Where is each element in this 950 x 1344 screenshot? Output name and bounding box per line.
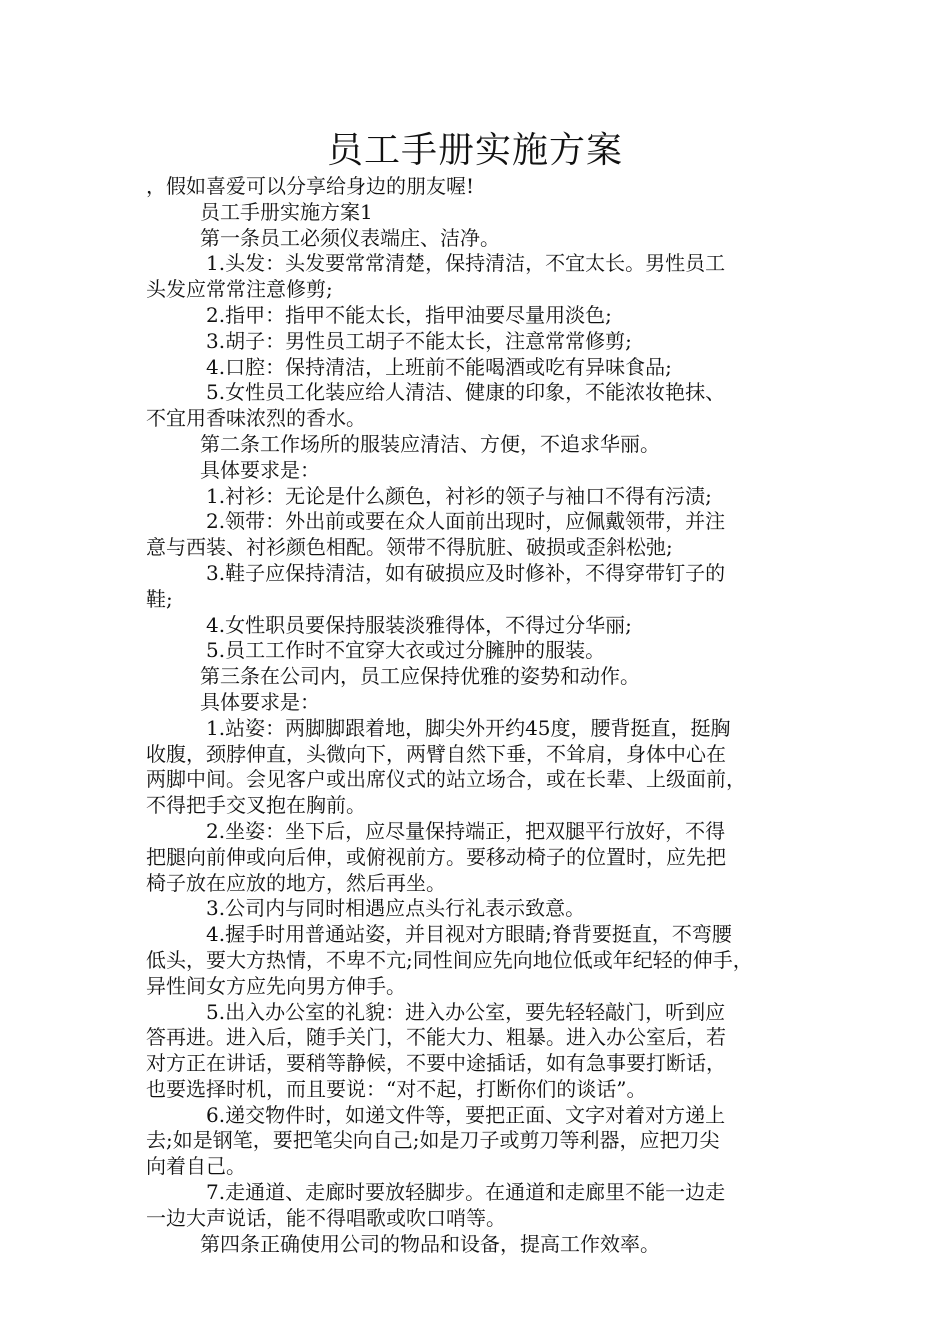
body-line: 去;如是钢笔，要把笔尖向自己;如是刀子或剪刀等利器，应把刀尖 [146, 1128, 720, 1153]
body-line: 两脚中间。会见客户或出席仪式的站立场合，或在长辈、上级面前， [146, 767, 746, 792]
body-line: 不得把手交叉抱在胸前。 [146, 793, 366, 818]
body-line: 2.坐姿：坐下后，应尽量保持端正，把双腿平行放好，不得 [206, 818, 726, 843]
body-line: 3.鞋子应保持清洁，如有破损应及时修补，不得穿带钉子的 [206, 560, 726, 585]
body-line: 5.员工工作时不宜穿大衣或过分臃肿的服装。 [206, 638, 606, 663]
body-line: 一边大声说话，能不得唱歌或吹口哨等。 [146, 1205, 506, 1230]
body-line: 1.衬衫：无论是什么颜色，衬衫的领子与袖口不得有污渍; [206, 483, 712, 508]
body-line: 异性间女方应先向男方伸手。 [146, 973, 406, 998]
body-line: 6.递交物件时，如递文件等，要把正面、文字对着对方递上 [206, 1102, 726, 1127]
body-line: 2.领带：外出前或要在众人面前出现时，应佩戴领带，并注 [206, 509, 726, 534]
body-line: 4.握手时用普通站姿，并目视对方眼睛;脊背要挺直，不弯腰 [206, 922, 732, 947]
body-line: 具体要求是： [200, 457, 320, 482]
body-line: 答再进。进入后，随手关门，不能大力、粗暴。进入办公室后，若 [146, 1025, 726, 1050]
body-line: 收腹，颈脖伸直，头微向下，两臂自然下垂，不耸肩，身体中心在 [146, 741, 726, 766]
body-line: 员工手册实施方案1 [200, 199, 373, 224]
body-line: 3.公司内与同时相遇应点头行礼表示致意。 [206, 896, 586, 921]
body-line: 对方正在讲话，要稍等静候，不要中途插话，如有急事要打断话， [146, 1051, 726, 1076]
body-line: 7.走通道、走廊时要放轻脚步。在通道和走廊里不能一边走 [206, 1180, 726, 1205]
body-line: 4.口腔：保持清洁，上班前不能喝酒或吃有异味食品; [206, 354, 672, 379]
body-line: ，假如喜爱可以分享给身边的朋友喔! [146, 174, 475, 198]
body-line: 5.出入办公室的礼貌：进入办公室，要先轻轻敲门，听到应 [206, 999, 726, 1024]
document-title: 员工手册实施方案 [326, 130, 623, 171]
body-line: 第三条在公司内，员工应保持优雅的姿势和动作。 [200, 664, 640, 689]
body-line: 第四条正确使用公司的物品和设备，提高工作效率。 [200, 1231, 660, 1256]
body-line: 鞋; [146, 586, 173, 611]
body-line: 意与西装、衬衫颜色相配。领带不得肮脏、破损或歪斜松弛; [146, 535, 673, 560]
document-body [146, 174, 826, 1257]
body-line: 椅子放在应放的地方，然后再坐。 [146, 870, 446, 895]
body-line: 第二条工作场所的服装应清洁、方便，不追求华丽。 [200, 431, 660, 456]
body-line: 具体要求是： [200, 689, 320, 714]
body-line: 不宜用香味浓烈的香水。 [146, 406, 366, 431]
body-line: 1.头发：头发要常常清楚，保持清洁，不宜太长。男性员工 [206, 251, 726, 276]
body-line: 头发应常常注意修剪; [146, 277, 333, 302]
body-line: 3.胡子：男性员工胡子不能太长，注意常常修剪; [206, 328, 632, 353]
body-line: 5.女性员工化装应给人清洁、健康的印象，不能浓妆艳抹、 [206, 380, 726, 405]
body-line: 向着自己。 [146, 1154, 246, 1179]
body-line: 低头，要大方热情，不卑不亢;同性间应先向地位低或年纪轻的伸手， [146, 947, 753, 972]
body-line: 2.指甲：指甲不能太长，指甲油要尽量用淡色; [206, 302, 612, 327]
body-line: 4.女性职员要保持服装淡雅得体，不得过分华丽; [206, 612, 632, 637]
body-line: 也要选择时机，而且要说：“对不起，打断你们的谈话”。 [146, 1076, 647, 1101]
body-line: 第一条员工必须仪表端庄、洁净。 [200, 225, 500, 250]
body-line: 1.站姿：两脚脚跟着地，脚尖外开约45度，腰背挺直，挺胸 [206, 715, 731, 740]
body-line: 把腿向前伸或向后伸，或俯视前方。要移动椅子的位置时，应先把 [146, 844, 726, 869]
